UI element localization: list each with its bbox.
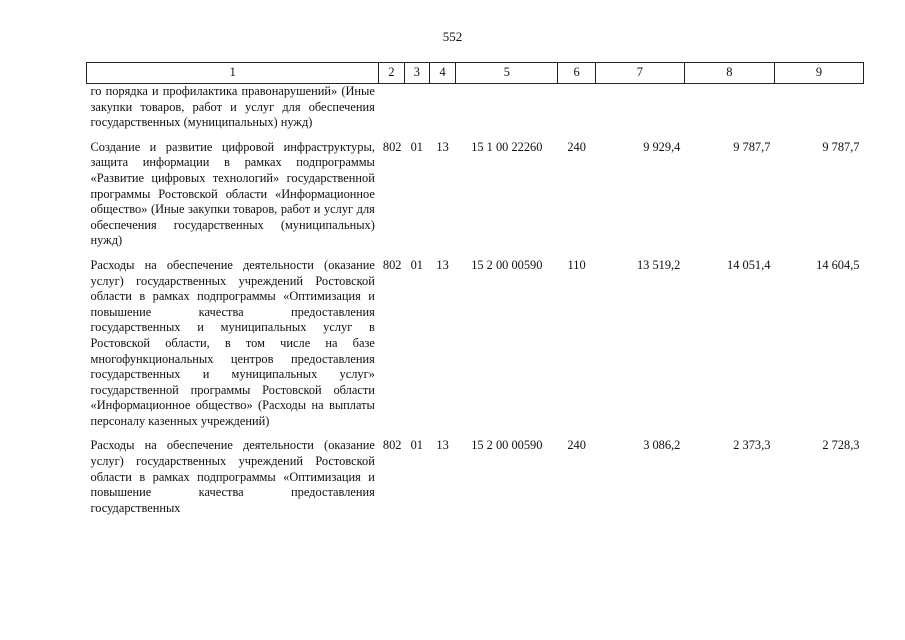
table-row bbox=[87, 137, 864, 255]
header-cell-4: 4 bbox=[429, 63, 455, 84]
row-amount-col7 bbox=[595, 84, 684, 137]
row-amount-col8: 14 051,4 bbox=[727, 257, 771, 272]
row-amount-col8: 2 373,3 bbox=[733, 438, 771, 453]
row-amount-col7: 13 519,2 bbox=[636, 257, 681, 272]
row-section-code: 01 bbox=[410, 438, 423, 453]
row-amount-col8: 9 787,7 bbox=[733, 139, 771, 154]
row-description: Расходы на обеспечение деятельности (оказание услуг) государственных учреждений Ростовской области в рамках подпрограммы «Оптимизация и повышение качества предоставления государственных и муниципальных услуг в Ростовской области, в том числе на базе многофункциональных центров предоставления государственных и муниципальных услуг» государственной программы Ростовской области «Информационное общество» (Расходы на выплаты персоналу казенных учреждений) bbox=[90, 257, 375, 428]
header-row bbox=[87, 63, 864, 84]
budget-table bbox=[86, 62, 864, 522]
row-target-article bbox=[456, 84, 558, 137]
header-cell-1: 1 bbox=[87, 63, 379, 84]
row-description: Создание и развитие цифровой инфраструктуры, защита информации в рамках подпрограммы «Развитие цифровых технологий» государственной программы Ростовской области «Информационное общество» (Иные закупки товаров, работ и услуг для обеспечения государственных (муниципальных) нужд) bbox=[90, 139, 375, 248]
row-amount-col9: 14 604,5 bbox=[816, 257, 860, 272]
header-cell-9: 9 bbox=[774, 63, 863, 84]
row-subsection-code: 13 bbox=[436, 139, 449, 154]
header-cell-2: 2 bbox=[379, 63, 404, 84]
header-cell-5: 5 bbox=[456, 63, 558, 84]
row-section-code bbox=[404, 84, 429, 137]
row-expense-type bbox=[558, 84, 595, 137]
row-amount-col9 bbox=[774, 84, 863, 137]
row-section-code: 01 bbox=[410, 257, 423, 272]
header-cell-3: 3 bbox=[404, 63, 429, 84]
row-expense-type: 240 bbox=[567, 139, 586, 154]
row-subsection-code bbox=[429, 84, 455, 137]
row-ministry-code: 802 bbox=[382, 139, 402, 154]
row-ministry-code: 802 bbox=[382, 438, 402, 453]
header-cell-7: 7 bbox=[595, 63, 684, 84]
row-target-article: 15 1 00 22260 bbox=[471, 139, 543, 154]
row-section-code: 01 bbox=[410, 139, 423, 154]
row-amount-col9: 2 728,3 bbox=[822, 438, 860, 453]
row-description: го порядка и профилактика правонарушений» (Иные закупки товаров, работ и услуг для обеспечения государственных (муниципальных) нужд) bbox=[90, 84, 375, 130]
row-ministry-code bbox=[379, 84, 404, 137]
row-amount-col7: 9 929,4 bbox=[643, 139, 681, 154]
table-row bbox=[87, 435, 864, 522]
header-cell-8: 8 bbox=[684, 63, 774, 84]
row-description: Расходы на обеспечение деятельности (оказание услуг) государственных учреждений Ростовской области в рамках подпрограммы «Оптимизация и повышение качества предоставления государственных bbox=[90, 438, 375, 515]
table-row bbox=[87, 255, 864, 436]
row-amount-col7: 3 086,2 bbox=[643, 438, 681, 453]
header-cell-6: 6 bbox=[558, 63, 595, 84]
row-subsection-code: 13 bbox=[436, 438, 449, 453]
row-expense-type: 240 bbox=[567, 438, 586, 453]
row-target-article: 15 2 00 00590 bbox=[471, 257, 543, 272]
row-amount-col9: 9 787,7 bbox=[822, 139, 860, 154]
page-number: 552 bbox=[442, 29, 463, 44]
row-subsection-code: 13 bbox=[436, 257, 449, 272]
row-ministry-code: 802 bbox=[382, 257, 402, 272]
row-expense-type: 110 bbox=[567, 257, 586, 272]
row-amount-col8 bbox=[684, 84, 774, 137]
row-target-article: 15 2 00 00590 bbox=[471, 438, 543, 453]
table-row bbox=[87, 84, 864, 137]
